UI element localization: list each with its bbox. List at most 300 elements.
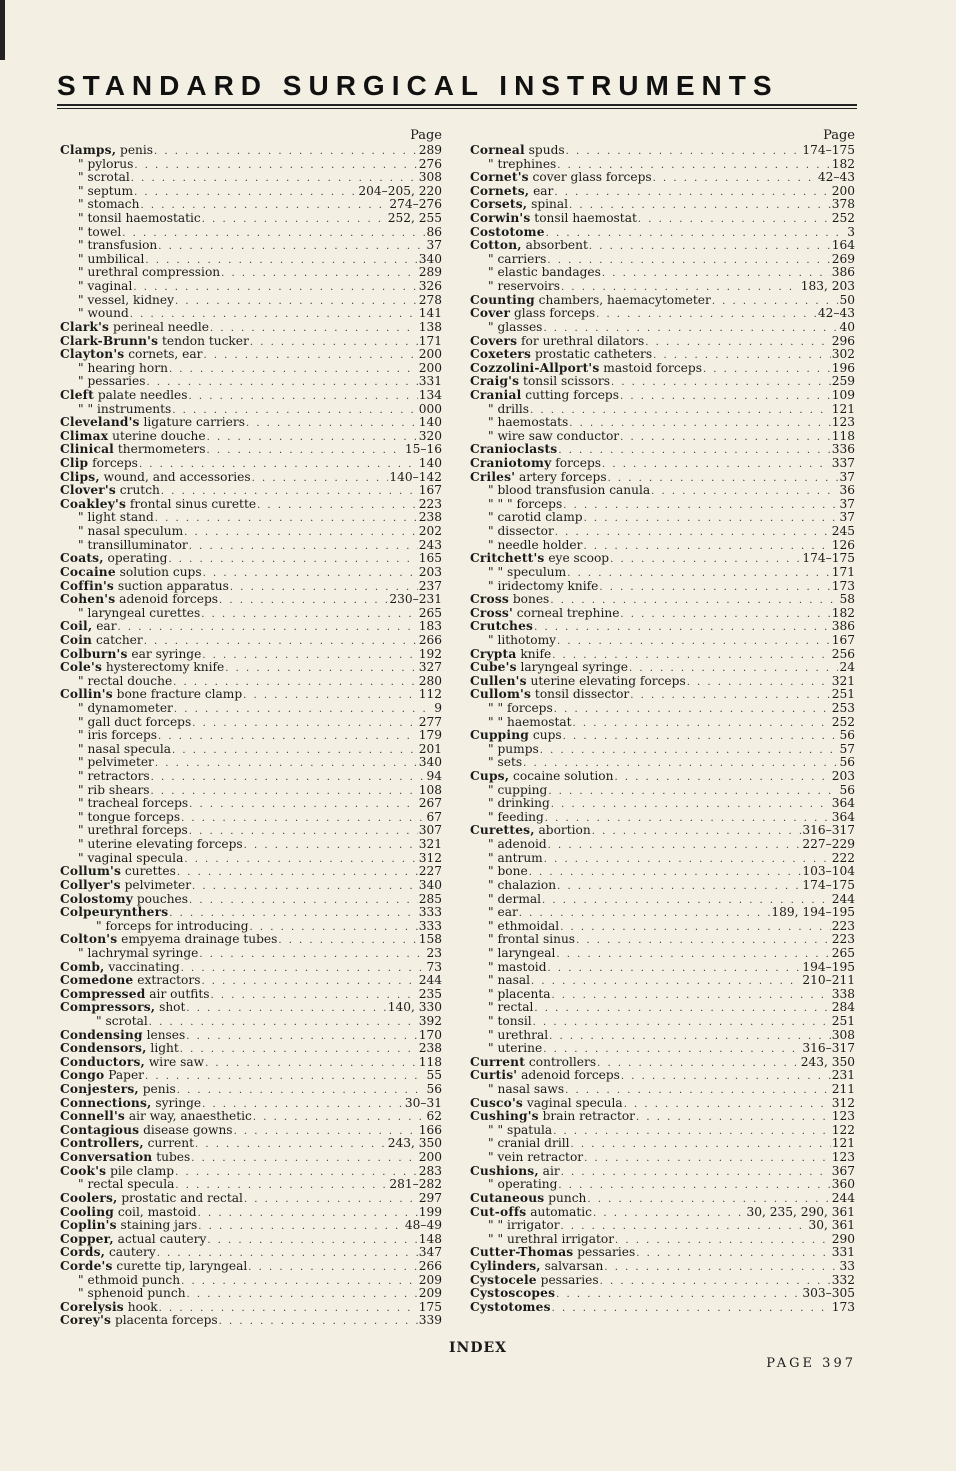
entry-page-number: 259 [831, 374, 855, 389]
entry-page-number: 50 [839, 292, 855, 307]
ditto-mark: " [488, 891, 494, 906]
dot-leader [548, 962, 802, 976]
entry-term [470, 716, 572, 730]
entry-keyword: Comb, [60, 959, 105, 974]
entry-term [470, 443, 557, 457]
entry-keyword: Cusco's [470, 1095, 523, 1110]
entry-term [60, 362, 168, 376]
page-edge-mark [0, 0, 5, 60]
index-entry [470, 1219, 855, 1233]
entry-keyword: Coats, [60, 551, 104, 566]
dot-leader [556, 948, 830, 962]
entry-page-number: 203 [831, 769, 855, 784]
entry-subterm: sets [497, 755, 523, 770]
entry-keyword: Collyer's [60, 877, 121, 892]
index-entry [60, 580, 442, 594]
index-entry [60, 893, 442, 907]
entry-page-number: 267 [418, 796, 442, 811]
index-entry [60, 1151, 442, 1165]
entry-page-number: 171 [418, 333, 442, 348]
entry-page-number: 340 [418, 251, 442, 266]
entry-page-number: 308 [418, 170, 442, 185]
entry-term [60, 1029, 185, 1043]
entry-page-number: 23 [426, 945, 442, 960]
entry-subterm: palate needles [93, 387, 188, 402]
entry-term [60, 906, 168, 920]
entry-page-number: 200 [418, 347, 442, 362]
index-entry [60, 226, 442, 240]
entry-keyword: Colton's [60, 932, 118, 947]
dot-leader [195, 1138, 387, 1152]
entry-page-number: 227–229 [802, 837, 855, 852]
ditto-mark: " [78, 183, 84, 198]
index-entry [470, 648, 855, 662]
dot-leader [169, 363, 418, 377]
entry-subterm: drinking [497, 796, 550, 811]
dot-leader [610, 553, 801, 567]
entry-term [60, 1287, 186, 1301]
ditto-mark: " [78, 741, 84, 756]
dot-leader [189, 540, 418, 554]
entry-subterm: lachrymal syringe [87, 945, 199, 960]
ditto-mark: " [488, 1027, 494, 1042]
entry-term [470, 1001, 533, 1015]
entry-subterm: crutch [115, 483, 160, 498]
entry-page-number: 223 [831, 932, 855, 947]
ditto-mark: " [78, 850, 84, 865]
entry-page-number: 251 [831, 687, 855, 702]
entry-term [60, 1097, 201, 1111]
dot-leader [189, 798, 418, 812]
index-entry [470, 824, 855, 838]
dot-leader [558, 1179, 830, 1193]
entry-subterm: pelvimeter [87, 755, 154, 770]
index-entry [60, 784, 442, 798]
entry-keyword: Compressors, [60, 1000, 156, 1015]
entry-subterm: reservoirs [497, 279, 561, 294]
entry-subterm: carotid clamp [497, 510, 583, 525]
entry-page-number: 308 [831, 1027, 855, 1042]
entry-term [470, 1233, 614, 1247]
dot-leader [703, 363, 831, 377]
entry-subterm: ethmoidal [497, 918, 560, 933]
entry-page-number: 331 [418, 374, 442, 389]
entry-term [470, 525, 554, 539]
entry-page-number: 173 [831, 578, 855, 593]
entry-page-number: 340 [418, 755, 442, 770]
dot-leader [155, 757, 418, 771]
entry-page-number: 148 [418, 1231, 442, 1246]
dot-leader [620, 431, 831, 445]
entry-page-number: 86 [426, 224, 442, 239]
entry-term [60, 607, 200, 621]
index-entry [470, 852, 855, 866]
entry-term [60, 879, 191, 893]
entry-page-number: 175 [418, 1299, 442, 1314]
entry-subterm: operating [497, 1177, 558, 1192]
entry-term [60, 675, 172, 689]
index-entry [60, 920, 442, 934]
index-entry [60, 1083, 442, 1097]
index-entry [470, 1151, 855, 1165]
index-entry [60, 1246, 442, 1260]
entry-subterm: drills [497, 401, 530, 416]
entry-term [60, 838, 243, 852]
entry-term [470, 961, 547, 975]
entry-page-number: 253 [831, 700, 855, 715]
entry-subterm: transilluminator [87, 537, 188, 552]
entry-keyword: Cozzolini-Allport's [470, 360, 600, 375]
header-rule [57, 104, 857, 106]
index-entry [470, 375, 855, 389]
entry-subterm: scrotal [87, 170, 130, 185]
index-entry [470, 770, 855, 784]
dot-leader [533, 1016, 831, 1030]
ditto-mark: " [78, 714, 84, 729]
entry-subterm: tonsil haemostatic [87, 211, 201, 226]
index-entry [60, 375, 442, 389]
entry-term [60, 307, 129, 321]
index-entry [470, 1083, 855, 1097]
entry-page-number: 73 [426, 959, 442, 974]
entry-subterm: vein retractor [497, 1150, 584, 1165]
index-entry [470, 675, 855, 689]
entry-term [470, 906, 518, 920]
entry-keyword: Clip [60, 456, 89, 471]
entry-page-number: 108 [418, 782, 442, 797]
index-entry [470, 974, 855, 988]
entry-subterm: perineal needle [109, 319, 209, 334]
entry-keyword: Critchett's [470, 551, 545, 566]
entry-page-number: 33 [839, 1258, 855, 1273]
ditto-mark: " [488, 782, 494, 797]
entry-subterm: laryngeal [497, 945, 556, 960]
index-entry [470, 838, 855, 852]
entry-page-number: 209 [418, 1286, 442, 1301]
dot-leader [599, 581, 830, 595]
index-entry [470, 1097, 855, 1111]
dot-leader [551, 798, 831, 812]
entry-subterm: extractors [133, 973, 201, 988]
entry-term [60, 403, 171, 417]
index-entry [470, 1246, 855, 1260]
entry-subterm: artery forceps [515, 469, 607, 484]
index-entry [60, 1192, 442, 1206]
dot-leader [191, 1152, 417, 1166]
index-entry [60, 362, 442, 376]
dot-leader [189, 894, 418, 908]
entry-subterm: urethral forceps [87, 823, 188, 838]
index-entry [60, 484, 442, 498]
entry-page-number: 122 [831, 1122, 855, 1137]
ditto-mark: " [78, 837, 84, 852]
entry-page-number: 167 [418, 483, 442, 498]
dot-leader [246, 417, 418, 431]
entry-subterm: bone [497, 864, 528, 879]
ditto-mark: " [78, 755, 84, 770]
entry-page-number: 24 [839, 660, 855, 675]
entry-page-number: 140 [418, 456, 442, 471]
index-entry [470, 362, 855, 376]
entry-keyword: Cleft [60, 387, 94, 402]
entry-page-number: 55 [426, 1068, 442, 1083]
entry-keyword: Craniotomy [470, 456, 552, 471]
page-column-label: Page [823, 128, 855, 143]
dot-leader [168, 553, 417, 567]
entry-subterm: penis [138, 1082, 176, 1097]
entry-subterm: lithotomy [497, 632, 557, 647]
ditto-mark: " [488, 1177, 494, 1192]
entry-keyword: Copper, [60, 1231, 114, 1246]
entry-subterm: mastoid [497, 959, 547, 974]
entry-subterm: curette tip, laryngeal [112, 1258, 248, 1273]
entry-page-number: 244 [831, 891, 855, 906]
entry-subterm: chalazion [497, 877, 557, 892]
entry-term [470, 933, 575, 947]
entry-term [470, 239, 588, 253]
index-entry [470, 865, 855, 879]
index-entry [470, 348, 855, 362]
dot-leader [172, 744, 418, 758]
entry-subterm: septum [87, 183, 134, 198]
entry-term [470, 879, 556, 893]
index-column-right [470, 128, 855, 1314]
ditto-mark: " [488, 1041, 494, 1056]
entry-page-number: 336 [831, 442, 855, 457]
ditto-mark: " [78, 292, 84, 307]
entry-term [60, 1124, 233, 1138]
entry-page-number: 179 [418, 728, 442, 743]
entry-keyword: Collum's [60, 864, 122, 879]
entry-subterm: instruments [96, 401, 172, 416]
entry-keyword: Cotton, [470, 238, 522, 253]
entry-keyword: Clinical [60, 442, 114, 457]
entry-page-number: 167 [831, 632, 855, 647]
page-title: STANDARD SURGICAL INSTRUMENTS [57, 70, 779, 101]
entry-subterm: spinal [527, 197, 569, 212]
entry-page-number: 337 [831, 456, 855, 471]
ditto-mark: " [488, 850, 494, 865]
entry-term [60, 743, 171, 757]
entry-keyword: Curettes, [470, 823, 535, 838]
entry-keyword: Colostomy [60, 891, 133, 906]
ditto-mark: " [78, 279, 84, 294]
entry-page-number: 58 [839, 592, 855, 607]
index-entry [60, 185, 442, 199]
dot-leader [149, 1016, 418, 1030]
entry-page-number: 243 [418, 537, 442, 552]
entry-subterm: spuds [524, 143, 565, 157]
entry-page-number: 56 [426, 1082, 442, 1097]
entry-subterm: frontal sinus [497, 932, 576, 947]
entry-term [60, 525, 183, 539]
entry-page-number: 333 [418, 918, 442, 933]
entry-term [60, 348, 202, 362]
entry-term [60, 1274, 180, 1288]
entry-subterm: curettes [121, 864, 176, 879]
index-entry [470, 1192, 855, 1206]
entry-keyword: Counting [470, 292, 535, 307]
index-entry [470, 593, 855, 607]
index-entry [60, 675, 442, 689]
entry-subterm: tonsil [497, 1014, 532, 1028]
dot-leader [624, 1098, 831, 1112]
entry-term [470, 457, 601, 471]
dot-leader [175, 295, 418, 309]
ditto-mark: " [78, 238, 84, 253]
entry-subterm: glass forceps [510, 306, 596, 321]
entry-subterm: hysterectomy knife [102, 660, 225, 675]
entry-subterm: cranial drill [497, 1136, 570, 1151]
index-entry [470, 1206, 855, 1220]
index-entry [470, 1301, 855, 1315]
entry-term [470, 1097, 623, 1111]
index-entry [60, 321, 442, 335]
ditto-mark: " [488, 510, 494, 525]
ditto-mark: " [488, 524, 494, 539]
ditto-mark: " [96, 1014, 102, 1028]
index-entry [470, 416, 855, 430]
entry-page-number: 320 [418, 428, 442, 443]
index-entry [470, 498, 855, 512]
index-entry [470, 1260, 855, 1274]
entry-page-number: 121 [831, 401, 855, 416]
index-entry [60, 457, 442, 471]
entry-keyword: Cocaine [60, 564, 116, 579]
entry-term [470, 1029, 548, 1043]
ditto-mark: " [488, 932, 494, 947]
entry-page-number: 165 [418, 551, 442, 566]
entry-page-number: 15–16 [404, 442, 442, 457]
entry-term [470, 212, 637, 226]
entry-subterm: air [538, 1163, 560, 1178]
dot-leader [201, 975, 417, 989]
dot-leader [189, 390, 418, 404]
entry-page-number: 196 [831, 360, 855, 375]
ditto-mark: " [78, 524, 84, 539]
entry-page-number: 360 [831, 1177, 855, 1192]
entry-subterm: nasal [497, 973, 531, 988]
index-entry [470, 947, 855, 961]
entry-subterm: uterine elevating forceps [526, 673, 686, 688]
entry-page-number: 289 [418, 143, 442, 157]
entry-page-number: 312 [831, 1095, 855, 1110]
entry-term [470, 471, 607, 485]
index-entry [470, 607, 855, 621]
entry-page-number: 134 [418, 387, 442, 402]
footer-page-number: PAGE 397 [766, 1356, 856, 1371]
dot-leader [552, 1302, 831, 1316]
entry-page-number: 192 [418, 646, 442, 661]
entry-page-number: 235 [418, 986, 442, 1001]
index-entry [470, 307, 855, 321]
index-entry [470, 280, 855, 294]
entry-term [470, 688, 629, 702]
entry-page-number: 386 [831, 619, 855, 634]
entry-page-number: 140–142 [389, 469, 442, 484]
entry-keyword: Cullom's [470, 687, 532, 702]
entry-page-number: 274–276 [389, 197, 442, 212]
dot-leader [253, 1111, 426, 1125]
entry-term [60, 811, 180, 825]
entry-page-number: 244 [831, 1190, 855, 1205]
index-entry [60, 797, 442, 811]
dot-leader [540, 744, 839, 758]
entry-term [60, 226, 121, 240]
entry-term [470, 185, 553, 199]
entry-keyword: Cohen's [60, 592, 116, 607]
entry-term [470, 307, 595, 321]
index-entry [470, 1015, 855, 1029]
dot-leader [651, 485, 838, 499]
ditto-mark: " [488, 401, 494, 416]
entry-term [60, 756, 154, 770]
dot-leader [645, 336, 830, 350]
dot-leader [576, 934, 831, 948]
entry-keyword: Corde's [60, 1258, 113, 1273]
dot-leader [573, 717, 831, 731]
dot-leader [175, 1166, 418, 1180]
index-entry [470, 933, 855, 947]
entry-keyword: Cutaneous [470, 1190, 545, 1205]
index-entry [470, 484, 855, 498]
index-entry [60, 280, 442, 294]
entry-term [60, 239, 157, 253]
ditto-mark: " [78, 224, 84, 239]
entry-page-number: 9 [434, 700, 442, 715]
entry-term [470, 988, 551, 1002]
entry-keyword: Cut-offs [470, 1204, 527, 1219]
entry-page-number: 227 [418, 864, 442, 879]
entry-page-number: 200 [418, 360, 442, 375]
index-entry [470, 335, 855, 349]
entry-page-number: 30–31 [404, 1095, 442, 1110]
entry-subterm: needle holder [497, 537, 583, 552]
dot-leader [181, 812, 425, 826]
entry-page-number: 57 [839, 741, 855, 756]
entry-term [470, 811, 544, 825]
ditto-mark: " " [488, 1231, 504, 1246]
entry-page-number: 171 [831, 564, 855, 579]
index-entry [470, 879, 855, 893]
dot-leader [530, 404, 831, 418]
entry-subterm: lenses [142, 1027, 186, 1042]
entry-page-number: 140, 330 [387, 1000, 442, 1015]
entry-keyword: Cystocele [470, 1272, 537, 1287]
entry-term [470, 498, 562, 512]
dot-leader [151, 771, 426, 785]
entry-term [60, 824, 188, 838]
dot-leader [184, 526, 418, 540]
dot-leader [571, 1138, 831, 1152]
dot-leader [563, 499, 838, 513]
entry-keyword: Condensing [60, 1027, 143, 1042]
entry-page-number: 173 [831, 1299, 855, 1314]
index-entry [60, 471, 442, 485]
entry-term [470, 648, 551, 662]
entry-page-number: 56 [839, 782, 855, 797]
index-entry [60, 838, 442, 852]
dot-leader [250, 336, 418, 350]
index-entry [470, 634, 855, 648]
dot-leader [211, 989, 418, 1003]
entry-keyword: Conjesters, [60, 1082, 139, 1097]
entry-subterm: shot [155, 1000, 186, 1015]
dot-leader [278, 934, 417, 948]
entry-subterm: controllers [525, 1054, 597, 1069]
entry-page-number: 289 [418, 265, 442, 280]
entry-term [60, 375, 145, 389]
